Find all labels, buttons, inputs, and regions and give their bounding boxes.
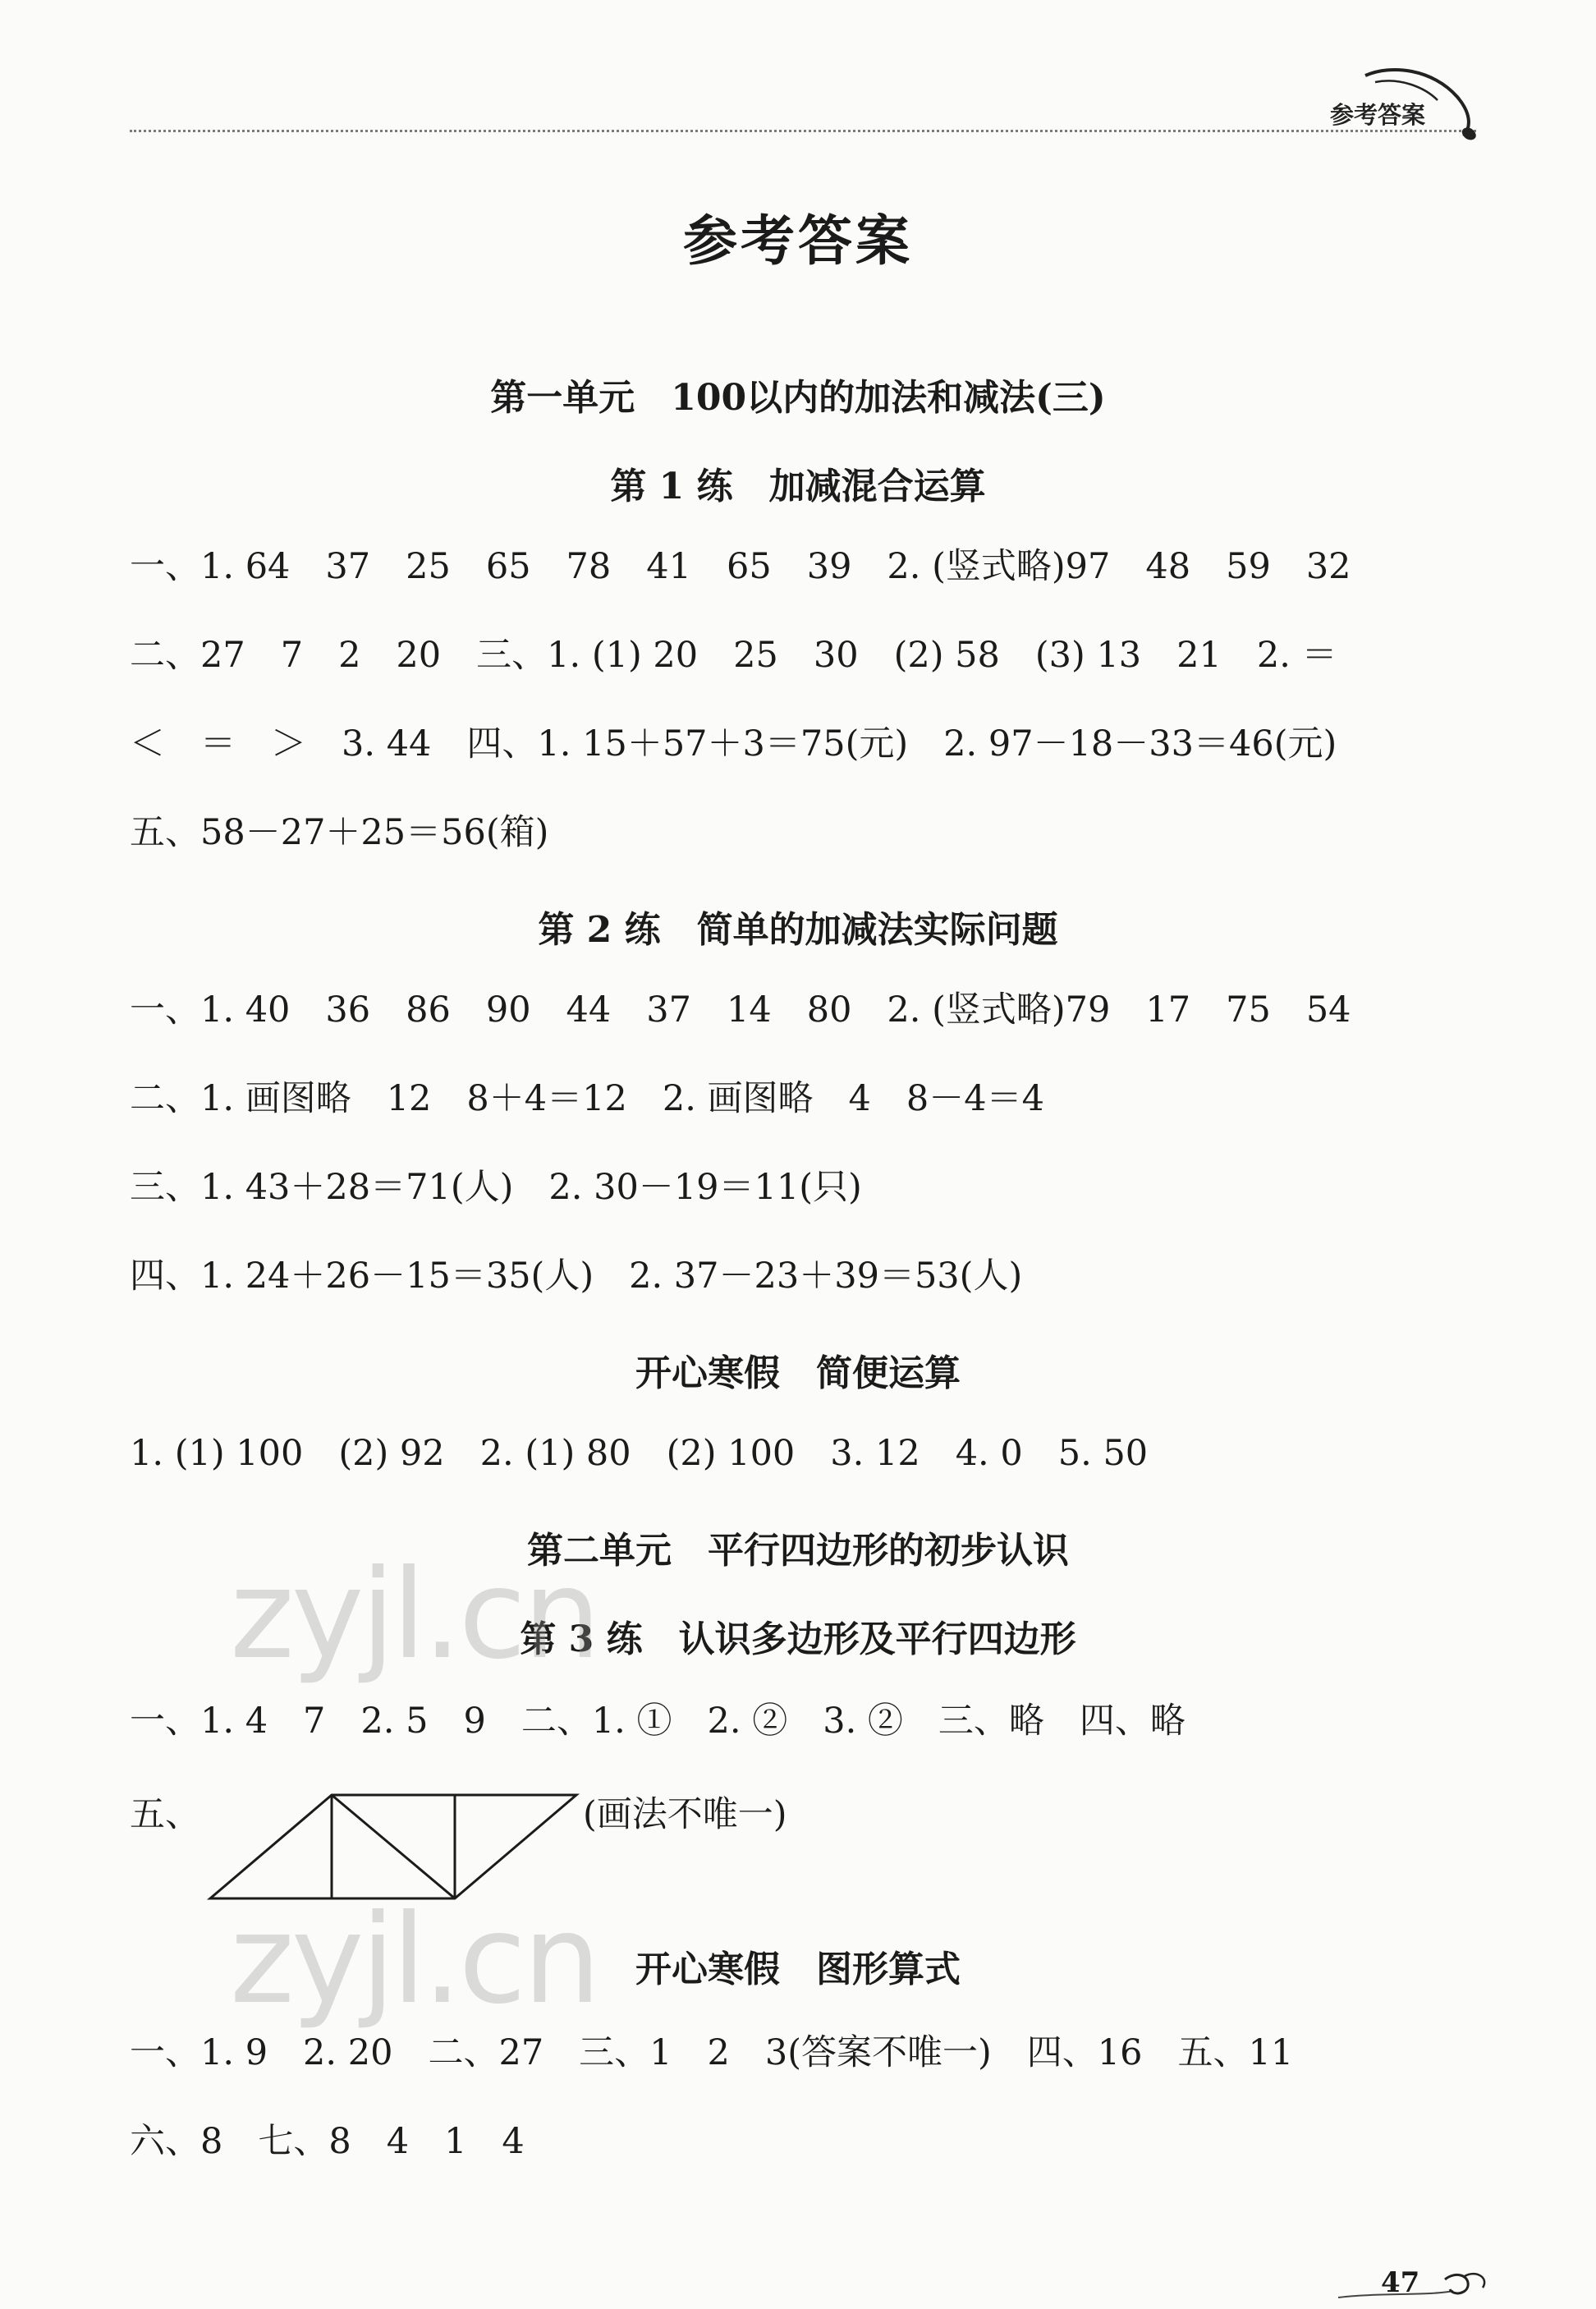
practice3-q5-label: 五、 xyxy=(130,1794,200,1835)
practice1-title: 第 1 练 加减混合运算 xyxy=(610,466,986,507)
practice2-line-4: 四、1. 24＋26－15＝35(人) 2. 37－23＋39＝53(人) xyxy=(130,1255,1023,1297)
unit2-title: 第二单元 平行四边形的初步认识 xyxy=(527,1530,1069,1572)
practice2-title: 第 2 练 简单的加减法实际问题 xyxy=(538,909,1058,951)
practice3-q5-note: (画法不唯一) xyxy=(583,1794,787,1835)
practice2-line-2: 二、1. 画图略 12 8＋4＝12 2. 画图略 4 8－4＝4 xyxy=(130,1078,1044,1119)
holiday2-line-2: 六、8 七、8 4 1 4 xyxy=(130,2121,525,2162)
holiday2-line-1: 一、1. 9 2. 20 二、27 三、1 2 3(答案不唯一) 四、16 五、11 xyxy=(130,2032,1294,2073)
header-label: 参考答案 xyxy=(1330,101,1426,129)
practice2-line-3: 三、1. 43＋28＝71(人) 2. 30－19＝11(只) xyxy=(130,1167,862,1208)
practice1-line-1: 一、1. 64 37 25 65 78 41 65 39 2. (竖式略)97 48 59 32 xyxy=(130,546,1351,587)
watermark-text: zyjl.cn xyxy=(230,1544,598,1687)
practice3-line-1: 一、1. 4 7 2. 5 9 二、1. ① 2. ② 3. ② 三、略 四、略 xyxy=(130,1701,1186,1742)
holiday1-title: 开心寒假 简便运算 xyxy=(635,1352,961,1394)
page-title: 参考答案 xyxy=(683,209,913,273)
holiday1-line-1: 1. (1) 100 (2) 92 2. (1) 80 (2) 100 3. 12 4. 0 5. 50 xyxy=(130,1433,1149,1474)
page-number: 47 xyxy=(1381,2266,1420,2299)
practice1-line-4: 五、58－27＋25＝56(箱) xyxy=(130,812,549,853)
practice1-line-3: ＜ ＝ ＞ 3. 44 四、1. 15＋57＋3＝75(元) 2. 97－18－33＝46(元) xyxy=(130,723,1337,764)
watermark-text: zyjl.cn xyxy=(230,1889,598,2031)
parallelogram-figure xyxy=(205,1790,583,1905)
practice2-line-1: 一、1. 40 36 86 90 44 37 14 80 2. (竖式略)79 17 75 54 xyxy=(130,989,1351,1031)
header-dotted-rule xyxy=(130,130,1476,132)
unit1-title: 第一单元 100以内的加法和减法(三) xyxy=(490,377,1106,419)
practice1-line-2: 二、27 7 2 20 三、1. (1) 20 25 30 (2) 58 (3) 13 21 2. ＝ xyxy=(130,635,1337,676)
holiday2-title: 开心寒假 图形算式 xyxy=(635,1949,961,1990)
practice3-title: 第 3 练 认识多边形及平行四边形 xyxy=(520,1618,1076,1660)
